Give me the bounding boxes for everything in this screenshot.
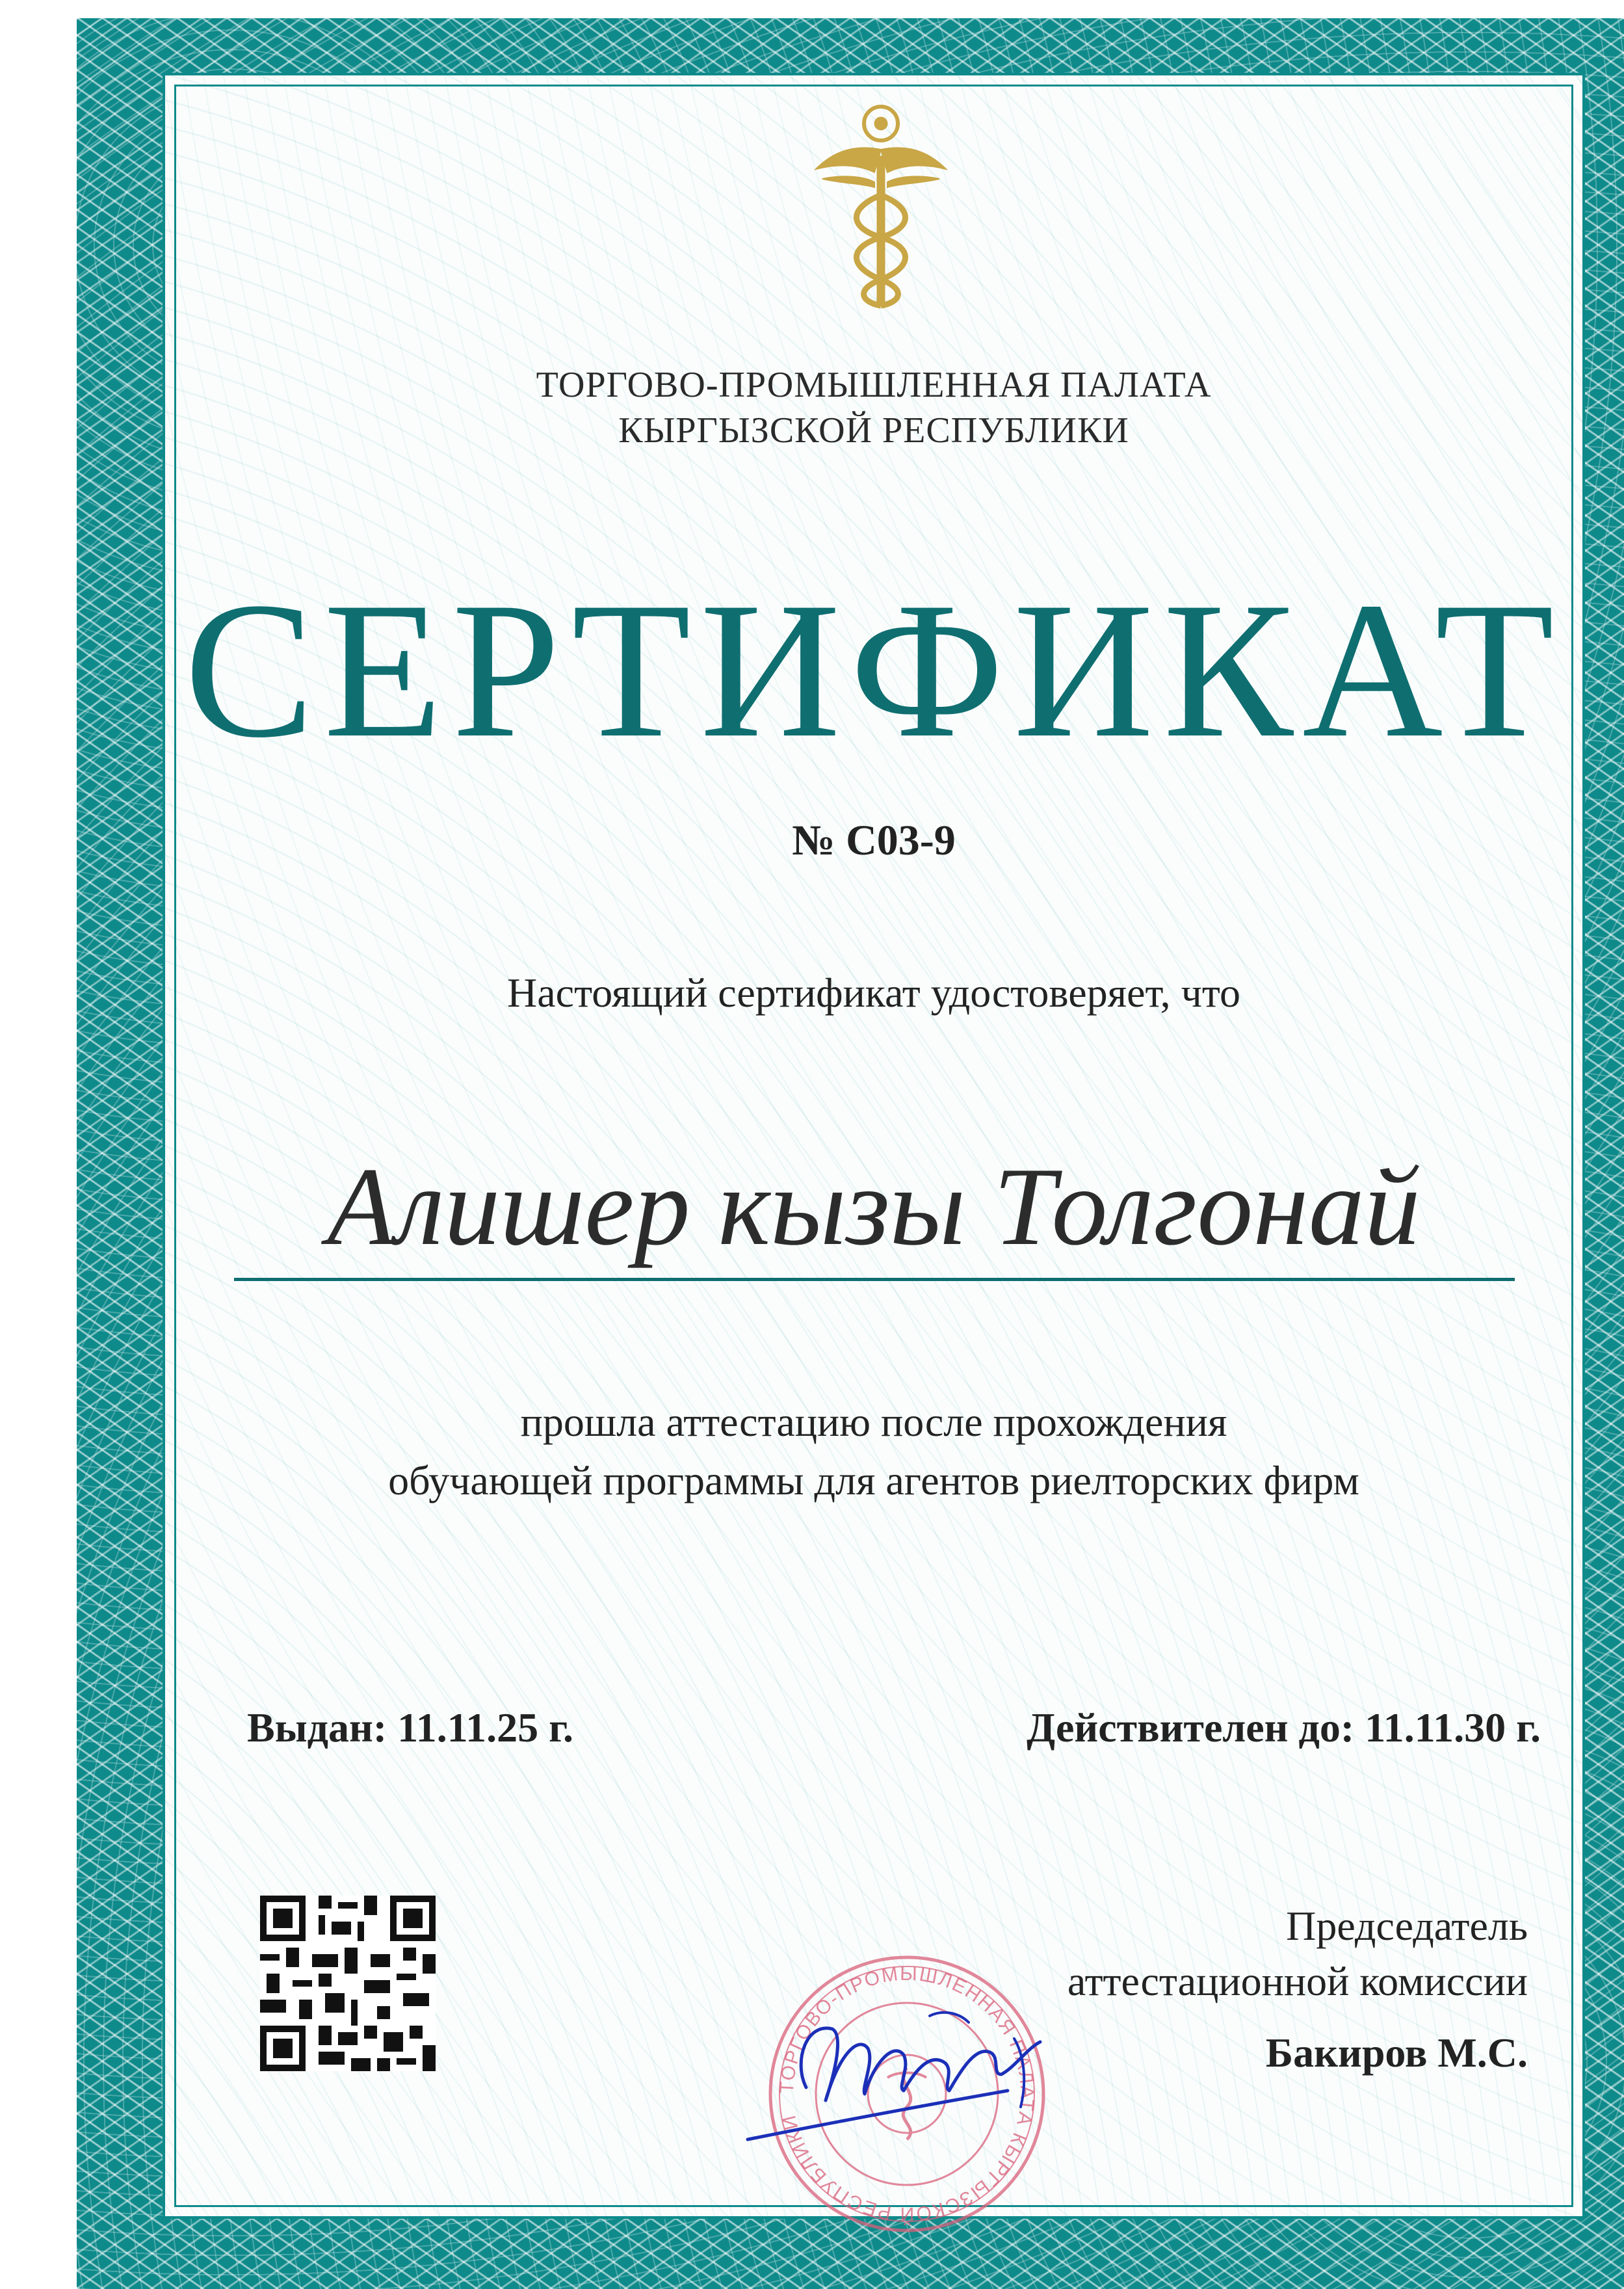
issued-date: Выдан: 11.11.25 г. [247, 1704, 573, 1751]
certificate-title: СЕРТИФИКАТ [184, 562, 1564, 778]
caduceus-emblem-icon [809, 98, 952, 312]
chair-title-line-2: аттестационной комиссии [1067, 1958, 1528, 2004]
chair-name: Бакиров М.С. [1265, 2030, 1528, 2076]
recipient-name: Алишер кызы Толгонай [327, 1145, 1421, 1269]
organization-name-line-2: КЫРГЫЗСКОЙ РЕСПУБЛИКИ [618, 410, 1129, 451]
chair-title-line-1: Председатель [1286, 1903, 1528, 1949]
organization-name-line-1: ТОРГОВО-ПРОМЫШЛЕННАЯ ПАЛАТА [536, 365, 1212, 405]
certificate-intro: Настоящий сертификат удостоверяет, что [507, 970, 1240, 1016]
description-line-1: прошла аттестацию после прохождения [520, 1399, 1227, 1445]
seal-text: ТОРГОВО-ПРОМЫШЛЕННАЯ ПАЛАТА КЫРГЫЗСКОЙ РЕСПУБЛИКИ [776, 1963, 1038, 2225]
qr-code-icon[interactable] [260, 1896, 436, 2071]
name-underline [234, 1278, 1515, 1281]
valid-until-date: Действителен до: 11.11.30 г. [1027, 1704, 1541, 1751]
description-line-2: обучающей программы для агентов риелторских фирм [388, 1457, 1359, 1503]
certificate-number: № С03-9 [792, 817, 956, 864]
